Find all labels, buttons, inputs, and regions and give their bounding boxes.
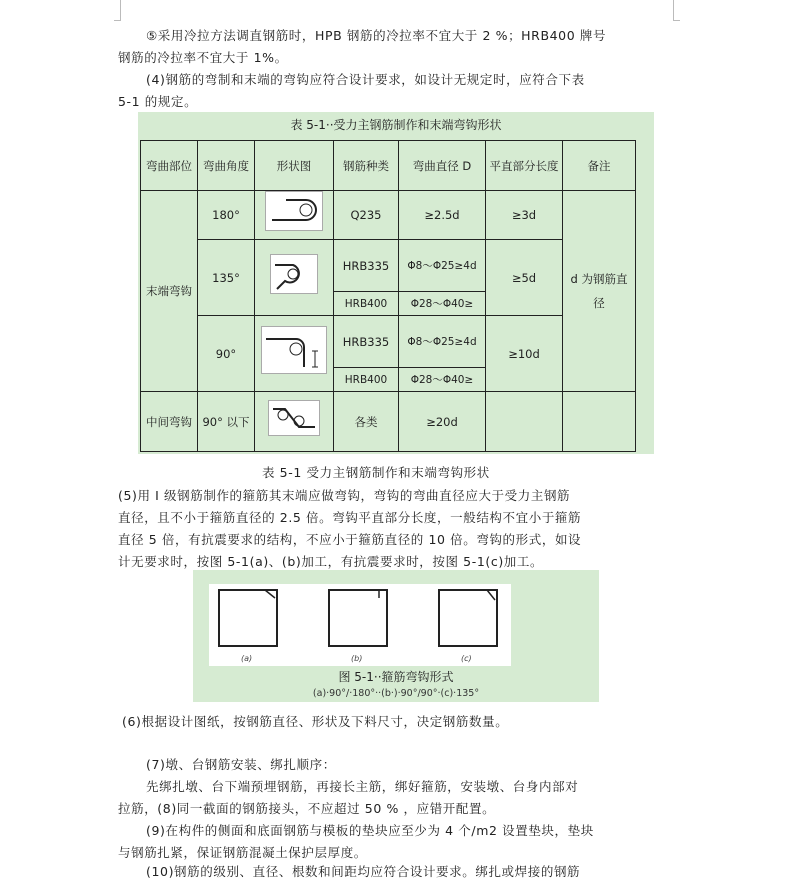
cell-grade: HRB400	[334, 292, 399, 316]
cell-grade: 各类	[334, 392, 399, 452]
hook-mid-icon	[268, 400, 320, 436]
figure-drawing	[209, 584, 511, 666]
cell-note-empty	[563, 392, 636, 452]
rebar-table	[140, 140, 636, 452]
text-line: 直径，且不小于箍筋直径的 2.5 倍。弯钩平直部分长度，一般结构不宜小于箍筋	[118, 510, 582, 525]
cell-mid-hook: 中间弯钩	[141, 392, 198, 452]
cell-grade: Q235	[334, 191, 399, 240]
text-line: 钢筋的冷拉率不宜大于 1%。	[118, 50, 288, 65]
shape-cell	[255, 240, 334, 316]
cell-angle: 180°	[198, 191, 255, 240]
text-line: (10)钢筋的级别、直径、根数和间距均应符合设计要求。绑扎或焊接的钢筋	[146, 864, 581, 879]
crop-mark-right	[673, 0, 680, 21]
text-line: (6)根据设计图纸，按钢筋直径、形状及下料尺寸，决定钢筋数量。	[122, 714, 509, 729]
cell-length: ≥5d	[486, 240, 563, 316]
cell-length	[486, 392, 563, 452]
shape-cell	[255, 316, 334, 392]
cell-grade: HRB335	[334, 240, 399, 292]
cell-diameter: ≥2.5d	[399, 191, 486, 240]
header-cell: 弯曲部位	[141, 141, 198, 191]
header-cell: 弯曲直径 D	[399, 141, 486, 191]
stirrup-figure	[193, 570, 599, 702]
table-caption: 表 5-1 受力主钢筋制作和末端弯钩形状	[262, 465, 490, 480]
cell-note: d 为钢筋直径	[563, 191, 636, 392]
cell-diameter: ≥20d	[399, 392, 486, 452]
cell-diameter: Φ28～Φ40≥	[399, 368, 486, 392]
figure-label-b: (b)	[351, 654, 363, 663]
figure-subcaption: (a)·90°/·180°··(b·)·90°/90°·(c)·135°	[312, 688, 480, 699]
figure-label-a: (a)	[241, 654, 253, 663]
header-cell: 备注	[563, 141, 636, 191]
text-line: (7)墩、台钢筋安装、绑扎顺序：	[146, 757, 336, 772]
text-line: ⑤采用冷拉方法调直钢筋时，HPB 钢筋的冷拉率不宜大于 2 %；HRB400 牌号	[146, 28, 607, 43]
cell-length: ≥10d	[486, 316, 563, 392]
hook-135-icon	[270, 254, 318, 294]
hook-180-icon	[265, 191, 323, 231]
text-line: 计无要求时，按图 5-1(a)、(b)加工，有抗震要求时，按图 5-1(c)加工。	[118, 554, 544, 569]
header-cell: 形状图	[255, 141, 334, 191]
hook-90-icon	[261, 326, 327, 374]
text-line: 直径 5 倍，有抗震要求的结构，不应小于箍筋直径的 10 倍。弯钩的形式，如设	[118, 532, 582, 547]
cell-angle: 135°	[198, 240, 255, 316]
text-line: (4)钢筋的弯制和末端的弯钩应符合设计要求，如设计无规定时，应符合下表	[146, 72, 585, 87]
crop-mark-left	[114, 0, 121, 21]
shape-cell	[255, 392, 334, 452]
cell-grade: HRB335	[334, 316, 399, 368]
cell-diameter: Φ8～Φ25≥4d	[399, 240, 486, 292]
cell-length: ≥3d	[486, 191, 563, 240]
header-cell: 平直部分长度	[486, 141, 563, 191]
cell-diameter: Φ8～Φ25≥4d	[399, 316, 486, 368]
header-cell: 钢筋种类	[334, 141, 399, 191]
text-line: 与钢筋扎紧，保证钢筋混凝土保护层厚度。	[118, 845, 367, 860]
figure-label-c: (c)	[461, 654, 472, 663]
text-line: 5-1 的规定。	[118, 94, 198, 109]
cell-diameter: Φ28～Φ40≥	[399, 292, 486, 316]
text-line: (5)用 I 级钢筋制作的箍筋其末端应做弯钩，弯钩的弯曲直径应大于受力主钢筋	[118, 488, 571, 503]
text-line: 拉筋，(8)同一截面的钢筋接头，不应超过 50 % ，应错开配置。	[118, 801, 496, 816]
table-title: 表 5-1··受力主钢筋制作和末端弯钩形状	[290, 118, 502, 132]
cell-end-hook: 末端弯钩	[141, 191, 198, 392]
cell-angle: 90° 以下	[198, 392, 255, 452]
text-line: 先绑扎墩、台下端预埋钢筋，再接长主筋，绑好箍筋，安装墩、台身内部对	[146, 779, 579, 794]
cell-angle: 90°	[198, 316, 255, 392]
header-cell: 弯曲角度	[198, 141, 255, 191]
text-line: (9)在构件的侧面和底面钢筋与模板的垫块应至少为 4 个/m2 设置垫块，垫块	[146, 823, 594, 838]
cell-grade: HRB400	[334, 368, 399, 392]
figure-caption: 图 5-1··箍筋弯钩形式	[338, 670, 454, 684]
shape-cell	[255, 191, 334, 240]
